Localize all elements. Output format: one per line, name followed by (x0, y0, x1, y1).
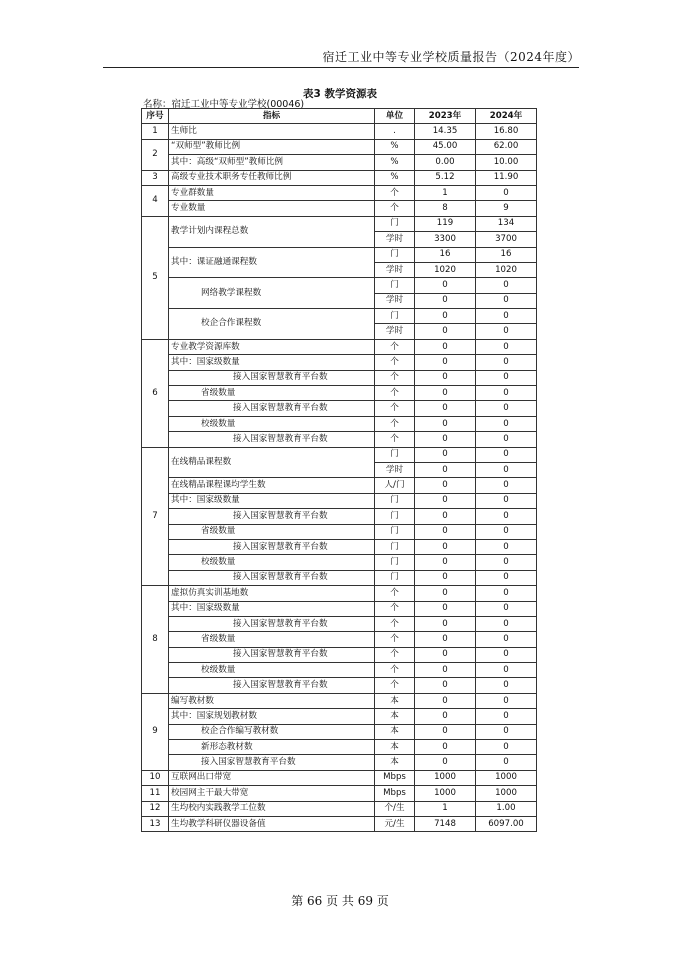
table-row (142, 555, 537, 570)
unit-cell: 个 (375, 416, 415, 431)
unit-cell: 元/生 (375, 816, 415, 831)
indicator-cell: 接入国家智慧教育平台数 (169, 401, 375, 416)
value-2023-cell: 0 (415, 693, 476, 708)
table-row (142, 509, 537, 524)
value-2023-cell: 1020 (415, 262, 476, 277)
value-2023-cell: 0 (415, 509, 476, 524)
table-row (142, 170, 537, 185)
unit-cell: 本 (375, 724, 415, 739)
column-header: 单位 (375, 109, 415, 124)
row-sequence-cell: 10 (142, 770, 169, 785)
column-header: 2024年 (476, 109, 537, 124)
value-2023-cell: 0 (415, 663, 476, 678)
indicator-cell: 接入国家智慧教育平台数 (169, 370, 375, 385)
table-row (142, 816, 537, 831)
value-2023-cell: 0 (415, 324, 476, 339)
unit-cell: 个 (375, 370, 415, 385)
table-row (142, 586, 537, 601)
indicator-cell: 生均校内实践教学工位数 (169, 801, 375, 816)
value-2024-cell: 0 (476, 462, 537, 477)
table-row (142, 709, 537, 724)
value-2023-cell: 0 (415, 293, 476, 308)
value-2023-cell: 0 (415, 447, 476, 462)
indicator-cell: 编写教材数 (169, 693, 375, 708)
unit-cell: 个 (375, 432, 415, 447)
value-2023-cell: 0 (415, 709, 476, 724)
indicator-cell: 省级数量 (169, 632, 375, 647)
unit-cell: 人/门 (375, 478, 415, 493)
unit-cell: 本 (375, 755, 415, 770)
row-sequence-cell: 12 (142, 801, 169, 816)
value-2024-cell: 0 (476, 647, 537, 662)
unit-cell: 个 (375, 601, 415, 616)
value-2024-cell: 0 (476, 324, 537, 339)
table-row (142, 663, 537, 678)
value-2024-cell: 0 (476, 663, 537, 678)
table-row (142, 339, 537, 354)
indicator-cell: 校企合作编写教材数 (169, 724, 375, 739)
value-2023-cell: 0 (415, 493, 476, 508)
indicator-cell: 校级数量 (169, 663, 375, 678)
unit-cell: 个/生 (375, 801, 415, 816)
value-2024-cell: 1.00 (476, 801, 537, 816)
row-sequence-cell: 7 (142, 447, 169, 586)
row-sequence-cell: 11 (142, 786, 169, 801)
value-2023-cell: 3300 (415, 232, 476, 247)
indicator-cell: 接入国家智慧教育平台数 (169, 432, 375, 447)
value-2023-cell: 1 (415, 801, 476, 816)
table-row (142, 539, 537, 554)
unit-cell: 门 (375, 447, 415, 462)
indicator-cell: 专业教学资源库数 (169, 339, 375, 354)
table-row (142, 724, 537, 739)
table-row (142, 370, 537, 385)
value-2023-cell: 0 (415, 386, 476, 401)
value-2024-cell: 0 (476, 755, 537, 770)
teaching-resources-table (141, 108, 537, 832)
value-2023-cell: 0 (415, 355, 476, 370)
school-name-label: 名称：宿迁工业中等专业学校(00046) (143, 99, 305, 110)
unit-cell: 个 (375, 647, 415, 662)
unit-cell: 学时 (375, 262, 415, 277)
value-2023-cell: 16 (415, 247, 476, 262)
value-2023-cell: 0 (415, 539, 476, 554)
indicator-cell: 专业数量 (169, 201, 375, 216)
unit-cell: 门 (375, 524, 415, 539)
header-rule (103, 67, 579, 68)
unit-cell: 学时 (375, 324, 415, 339)
value-2023-cell: 0 (415, 370, 476, 385)
unit-cell: 学时 (375, 232, 415, 247)
unit-cell: 门 (375, 555, 415, 570)
unit-cell: 门 (375, 509, 415, 524)
value-2024-cell: 16 (476, 247, 537, 262)
value-2024-cell: 1000 (476, 786, 537, 801)
table-row (142, 216, 537, 231)
column-header: 序号 (142, 109, 169, 124)
unit-cell: 学时 (375, 462, 415, 477)
value-2024-cell: 0 (476, 355, 537, 370)
indicator-cell: 校企合作课程数 (169, 309, 375, 340)
value-2023-cell: 0 (415, 570, 476, 585)
indicator-cell: 在线精品课程课均学生数 (169, 478, 375, 493)
table-row (142, 616, 537, 631)
unit-cell: 个 (375, 678, 415, 693)
table-row (142, 632, 537, 647)
value-2023-cell: 0 (415, 586, 476, 601)
unit-cell: 个 (375, 632, 415, 647)
value-2023-cell: 7148 (415, 816, 476, 831)
value-2023-cell: 0.00 (415, 155, 476, 170)
value-2023-cell: 0 (415, 632, 476, 647)
row-sequence-cell: 13 (142, 816, 169, 831)
unit-cell: 个 (375, 586, 415, 601)
indicator-cell: 其中：国家级数量 (169, 601, 375, 616)
value-2024-cell: 0 (476, 432, 537, 447)
value-2024-cell: 0 (476, 309, 537, 324)
unit-cell: . (375, 124, 415, 139)
table-row (142, 309, 537, 324)
row-sequence-cell: 2 (142, 139, 169, 170)
value-2023-cell: 1000 (415, 770, 476, 785)
table-row (142, 786, 537, 801)
value-2024-cell: 16.80 (476, 124, 537, 139)
table-row (142, 355, 537, 370)
value-2024-cell: 0 (476, 539, 537, 554)
table-row (142, 401, 537, 416)
indicator-cell: 接入国家智慧教育平台数 (169, 509, 375, 524)
table-row (142, 601, 537, 616)
value-2023-cell: 8 (415, 201, 476, 216)
unit-cell: % (375, 170, 415, 185)
value-2023-cell: 0 (415, 616, 476, 631)
value-2024-cell: 0 (476, 493, 537, 508)
value-2023-cell: 0 (415, 432, 476, 447)
value-2024-cell: 0 (476, 401, 537, 416)
unit-cell: 门 (375, 570, 415, 585)
value-2024-cell: 0 (476, 693, 537, 708)
unit-cell: Mbps (375, 770, 415, 785)
indicator-cell: 其中：高级“双师型”教师比例 (169, 155, 375, 170)
value-2024-cell: 0 (476, 555, 537, 570)
value-2023-cell: 119 (415, 216, 476, 231)
indicator-cell: 高级专业技术职务专任教师比例 (169, 170, 375, 185)
indicator-cell: 在线精品课程数 (169, 447, 375, 478)
indicator-cell: 其中：国家级数量 (169, 493, 375, 508)
value-2024-cell: 10.00 (476, 155, 537, 170)
indicator-cell: 接入国家智慧教育平台数 (169, 755, 375, 770)
unit-cell: 个 (375, 616, 415, 631)
indicator-cell: 省级数量 (169, 524, 375, 539)
value-2024-cell: 0 (476, 278, 537, 293)
value-2023-cell: 1000 (415, 786, 476, 801)
value-2024-cell: 3700 (476, 232, 537, 247)
indicator-cell: 省级数量 (169, 386, 375, 401)
unit-cell: 个 (375, 339, 415, 354)
table-row (142, 139, 537, 154)
indicator-cell: 校级数量 (169, 416, 375, 431)
value-2023-cell: 1 (415, 185, 476, 200)
value-2023-cell: 0 (415, 401, 476, 416)
table-row (142, 447, 537, 462)
unit-cell: 门 (375, 539, 415, 554)
unit-cell: 门 (375, 493, 415, 508)
unit-cell: % (375, 155, 415, 170)
table-row (142, 493, 537, 508)
value-2023-cell: 0 (415, 724, 476, 739)
column-header: 指标 (169, 109, 375, 124)
indicator-cell: 其中：课证融通课程数 (169, 247, 375, 278)
value-2024-cell: 0 (476, 447, 537, 462)
table-row (142, 647, 537, 662)
indicator-cell: 其中：国家规划教材数 (169, 709, 375, 724)
indicator-cell: 接入国家智慧教育平台数 (169, 647, 375, 662)
unit-cell: 门 (375, 278, 415, 293)
table-row (142, 432, 537, 447)
table-row (142, 155, 537, 170)
row-sequence-cell: 9 (142, 693, 169, 770)
indicator-cell: 专业群数量 (169, 185, 375, 200)
value-2023-cell: 5.12 (415, 170, 476, 185)
table-row (142, 247, 537, 262)
value-2023-cell: 0 (415, 524, 476, 539)
unit-cell: 本 (375, 693, 415, 708)
unit-cell: 本 (375, 709, 415, 724)
unit-cell: 个 (375, 355, 415, 370)
value-2024-cell: 0 (476, 386, 537, 401)
indicator-cell: 新形态教材数 (169, 740, 375, 755)
value-2024-cell: 0 (476, 478, 537, 493)
indicator-cell: 接入国家智慧教育平台数 (169, 539, 375, 554)
unit-cell: 门 (375, 216, 415, 231)
indicator-cell: 教学计划内课程总数 (169, 216, 375, 247)
value-2024-cell: 0 (476, 339, 537, 354)
unit-cell: % (375, 139, 415, 154)
value-2023-cell: 0 (415, 416, 476, 431)
table-row (142, 478, 537, 493)
value-2023-cell: 0 (415, 647, 476, 662)
column-header: 2023年 (415, 109, 476, 124)
indicator-cell: 生均教学科研仪器设备值 (169, 816, 375, 831)
indicator-cell: 接入国家智慧教育平台数 (169, 570, 375, 585)
indicator-cell: 校级数量 (169, 555, 375, 570)
table-row (142, 570, 537, 585)
value-2024-cell: 6097.00 (476, 816, 537, 831)
value-2024-cell: 62.00 (476, 139, 537, 154)
report-header-title: 宿迁工业中等专业学校质量报告（2024年度） (322, 50, 580, 64)
unit-cell: 门 (375, 309, 415, 324)
page-number: 第 66 页 共 69 页 (291, 894, 389, 908)
unit-cell: 个 (375, 185, 415, 200)
value-2024-cell: 1020 (476, 262, 537, 277)
value-2024-cell: 9 (476, 201, 537, 216)
value-2024-cell: 0 (476, 740, 537, 755)
value-2024-cell: 0 (476, 678, 537, 693)
value-2023-cell: 0 (415, 478, 476, 493)
value-2023-cell: 0 (415, 462, 476, 477)
indicator-cell: “双师型”教师比例 (169, 139, 375, 154)
indicator-cell: 校园网主干最大带宽 (169, 786, 375, 801)
table-row (142, 740, 537, 755)
table-row (142, 201, 537, 216)
indicator-cell: 生师比 (169, 124, 375, 139)
table-row (142, 278, 537, 293)
table-header-row (142, 109, 537, 124)
value-2024-cell: 0 (476, 586, 537, 601)
table-row (142, 416, 537, 431)
unit-cell: 个 (375, 386, 415, 401)
unit-cell: 本 (375, 740, 415, 755)
row-sequence-cell: 6 (142, 339, 169, 447)
unit-cell: 个 (375, 401, 415, 416)
row-sequence-cell: 3 (142, 170, 169, 185)
value-2024-cell: 0 (476, 293, 537, 308)
value-2024-cell: 0 (476, 616, 537, 631)
table-row (142, 386, 537, 401)
value-2023-cell: 0 (415, 309, 476, 324)
value-2024-cell: 0 (476, 370, 537, 385)
unit-cell: Mbps (375, 786, 415, 801)
value-2024-cell: 0 (476, 709, 537, 724)
table-body (142, 124, 537, 832)
value-2023-cell: 0 (415, 555, 476, 570)
unit-cell: 个 (375, 201, 415, 216)
table-row (142, 185, 537, 200)
row-sequence-cell: 8 (142, 586, 169, 694)
table-row (142, 755, 537, 770)
value-2024-cell: 0 (476, 524, 537, 539)
value-2024-cell: 0 (476, 416, 537, 431)
value-2023-cell: 14.35 (415, 124, 476, 139)
unit-cell: 学时 (375, 293, 415, 308)
unit-cell: 门 (375, 247, 415, 262)
table-row (142, 770, 537, 785)
value-2024-cell: 0 (476, 601, 537, 616)
value-2023-cell: 0 (415, 339, 476, 354)
table-row (142, 124, 537, 139)
value-2024-cell: 0 (476, 509, 537, 524)
value-2024-cell: 0 (476, 724, 537, 739)
indicator-cell: 虚拟仿真实训基地数 (169, 586, 375, 601)
table-row (142, 693, 537, 708)
table-row (142, 678, 537, 693)
value-2023-cell: 45.00 (415, 139, 476, 154)
value-2023-cell: 0 (415, 755, 476, 770)
value-2023-cell: 0 (415, 740, 476, 755)
row-sequence-cell: 1 (142, 124, 169, 139)
value-2023-cell: 0 (415, 278, 476, 293)
value-2024-cell: 0 (476, 632, 537, 647)
value-2024-cell: 1000 (476, 770, 537, 785)
value-2024-cell: 11.90 (476, 170, 537, 185)
value-2023-cell: 0 (415, 601, 476, 616)
table-row (142, 524, 537, 539)
table-row (142, 801, 537, 816)
indicator-cell: 互联网出口带宽 (169, 770, 375, 785)
row-sequence-cell: 5 (142, 216, 169, 339)
row-sequence-cell: 4 (142, 185, 169, 216)
indicator-cell: 接入国家智慧教育平台数 (169, 616, 375, 631)
unit-cell: 个 (375, 663, 415, 678)
indicator-cell: 接入国家智慧教育平台数 (169, 678, 375, 693)
value-2024-cell: 0 (476, 570, 537, 585)
value-2024-cell: 0 (476, 185, 537, 200)
indicator-cell: 网络教学课程数 (169, 278, 375, 309)
indicator-cell: 其中：国家级数量 (169, 355, 375, 370)
value-2024-cell: 134 (476, 216, 537, 231)
table-caption: 表3 教学资源表 (303, 88, 377, 100)
value-2023-cell: 0 (415, 678, 476, 693)
